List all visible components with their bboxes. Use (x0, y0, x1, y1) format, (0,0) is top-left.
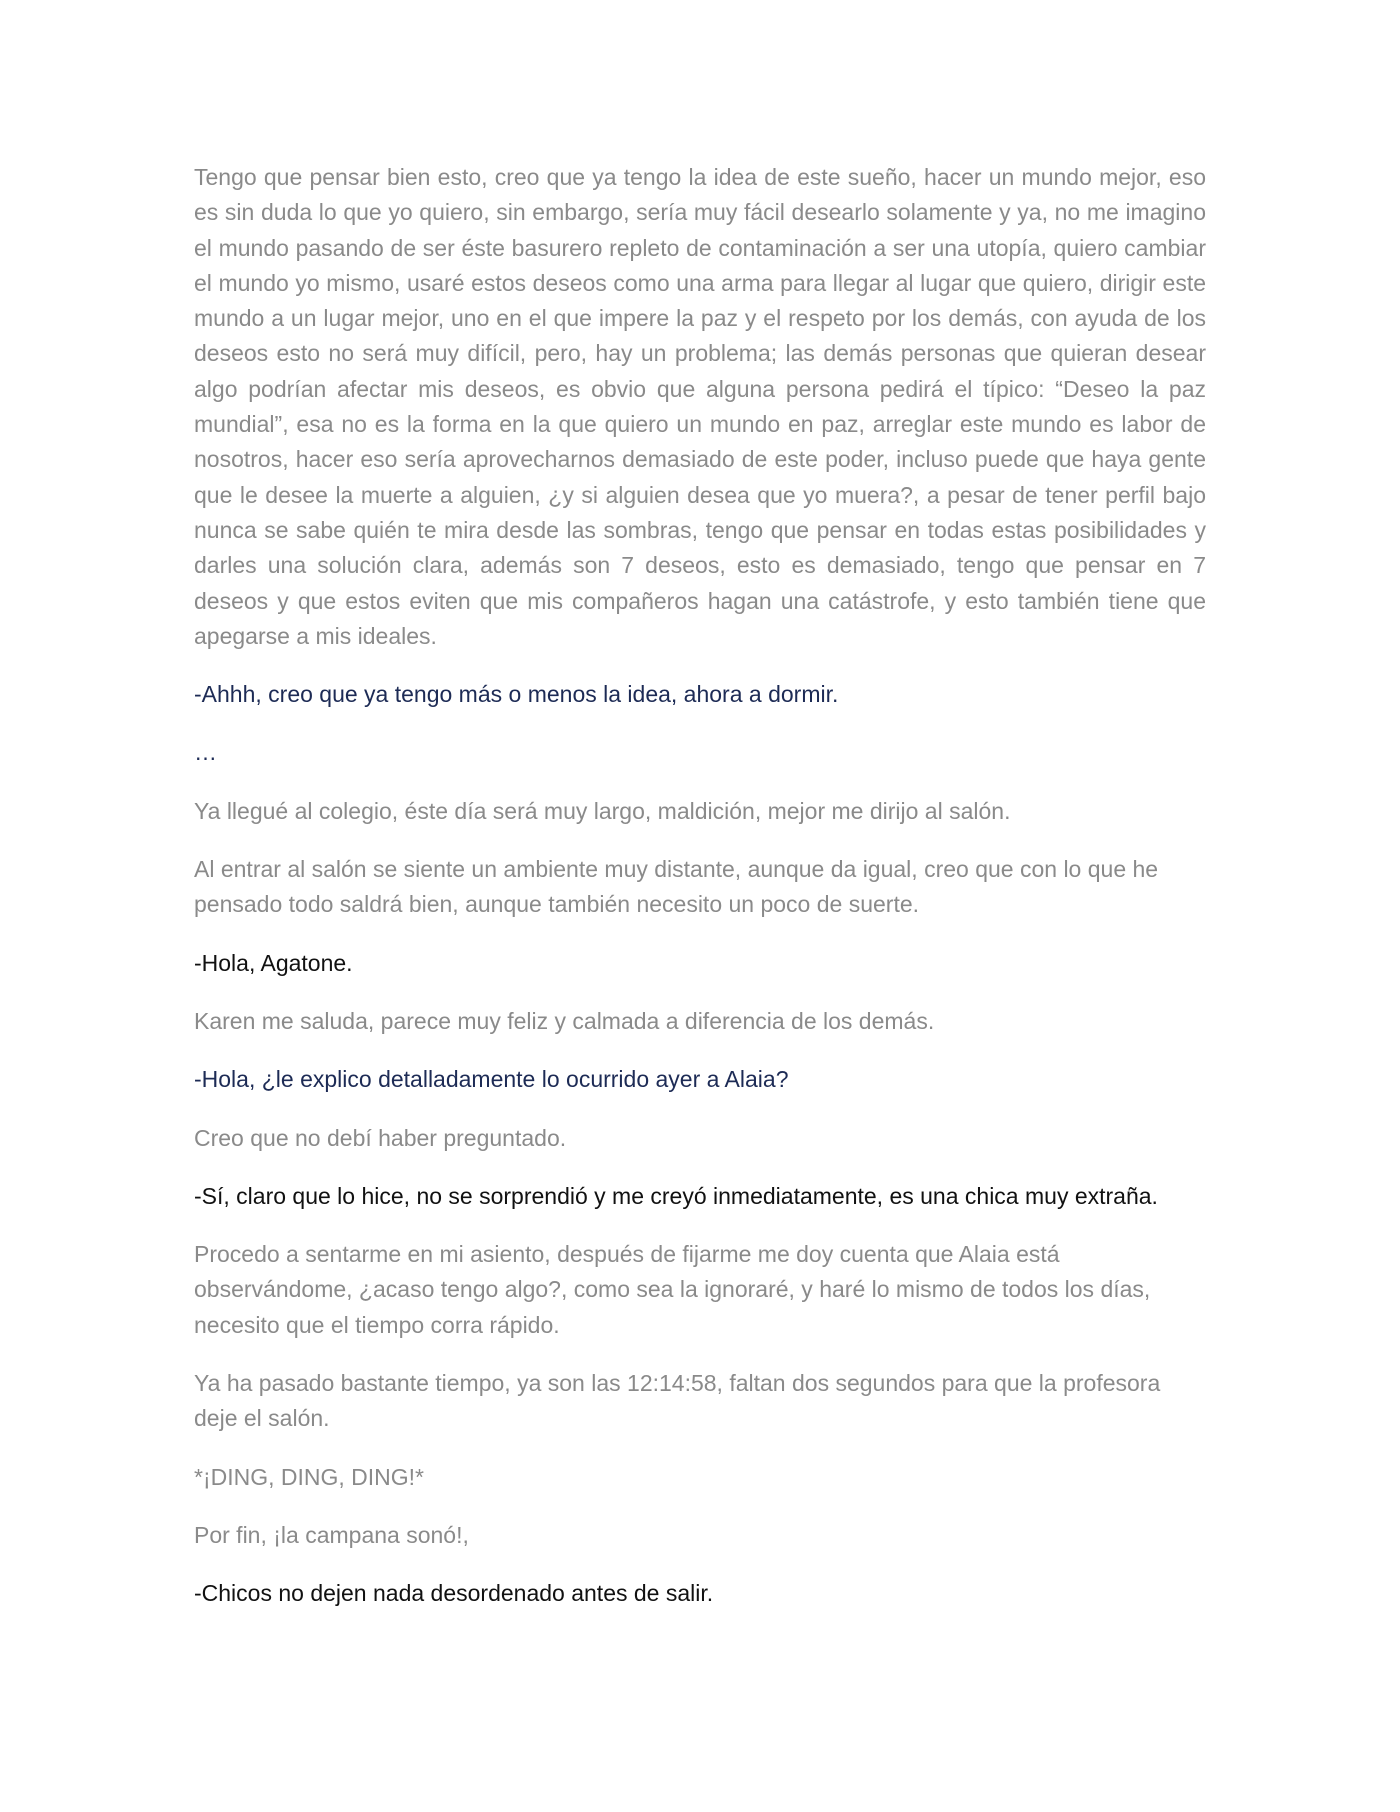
document-page (194, 160, 1206, 1635)
narration-paragraph: Ya ha pasado bastante tiempo, ya son las 12:14:58, faltan dos segundos para que la profesora deje el salón. (194, 1370, 1161, 1432)
narration-paragraph: Tengo que pensar bien esto, creo que ya tengo la idea de este sueño, hacer un mundo mejor, eso es sin duda lo que yo quiero, sin embargo, sería muy fácil desearlo solamente y ya, no me imagino el mundo pasando de ser éste basurero repleto de contaminación a ser una utopía, quiero cambiar el mundo yo mismo, usaré estos deseos como una arma para llegar al lugar que quiero, dirigir este mundo a un lugar mejor, uno en el que impere la paz y el respeto por los demás, con ayuda de los deseos esto no será muy difícil, pero, hay un problema; las demás personas que quieran desear algo podrían afectar mis deseos, es obvio que alguna persona pedirá el típico: “Deseo la paz mundial”, esa no es la forma en la que quiero un mundo en paz, arreglar este mundo es labor de nosotros, hacer eso sería aprovecharnos demasiado de este poder, incluso puede que haya gente que le desee la muerte a alguien, ¿y si alguien desea que yo muera?, a pesar de tener perfil bajo nunca se sabe quién te mira desde las sombras, tengo que pensar en todas estas posibilidades y darles una solución clara, además son 7 deseos, esto es demasiado, tengo que pensar en 7 deseos y que estos eviten que mis compañeros hagan una catástrofe, y esto también tiene que apegarse a mis ideales. (194, 164, 1206, 649)
sound-effect-line: *¡DING, DING, DING!* (194, 1463, 425, 1490)
narration-paragraph: Creo que no debí haber preguntado. (194, 1124, 567, 1151)
dialogue-line: -Ahhh, creo que ya tengo más o menos la idea, ahora a dormir. (194, 681, 839, 708)
dialogue-line: -Hola, ¿le explico detalladamente lo ocurrido ayer a Alaia? (194, 1066, 789, 1093)
narration-paragraph: Al entrar al salón se siente un ambiente muy distante, aunque da igual, creo que con lo que he pensado todo saldrá bien, aunque también necesito un poco de suerte. (194, 856, 1159, 918)
dialogue-line: -Sí, claro que lo hice, no se sorprendió y me creyó inmediatamente, es una chica muy extraña. (194, 1182, 1158, 1209)
narration-paragraph: Karen me saluda, parece muy feliz y calmada a diferencia de los demás. (194, 1007, 935, 1034)
dialogue-line: -Hola, Agatone. (194, 949, 353, 976)
narration-paragraph: Procedo a sentarme en mi asiento, después de fijarme me doy cuenta que Alaia está observándome, ¿acaso tengo algo?, como sea la ignoraré, y haré lo mismo de todos los días, necesito que el tiempo corra rápido. (194, 1241, 1151, 1338)
narration-paragraph: Por fin, ¡la campana sonó!, (194, 1521, 469, 1548)
narration-paragraph: Ya llegué al colegio, éste día será muy largo, maldición, mejor me dirijo al salón. (194, 797, 1011, 824)
scene-break-ellipsis: … (194, 739, 217, 766)
dialogue-line: -Chicos no dejen nada desordenado antes de salir. (194, 1580, 714, 1607)
